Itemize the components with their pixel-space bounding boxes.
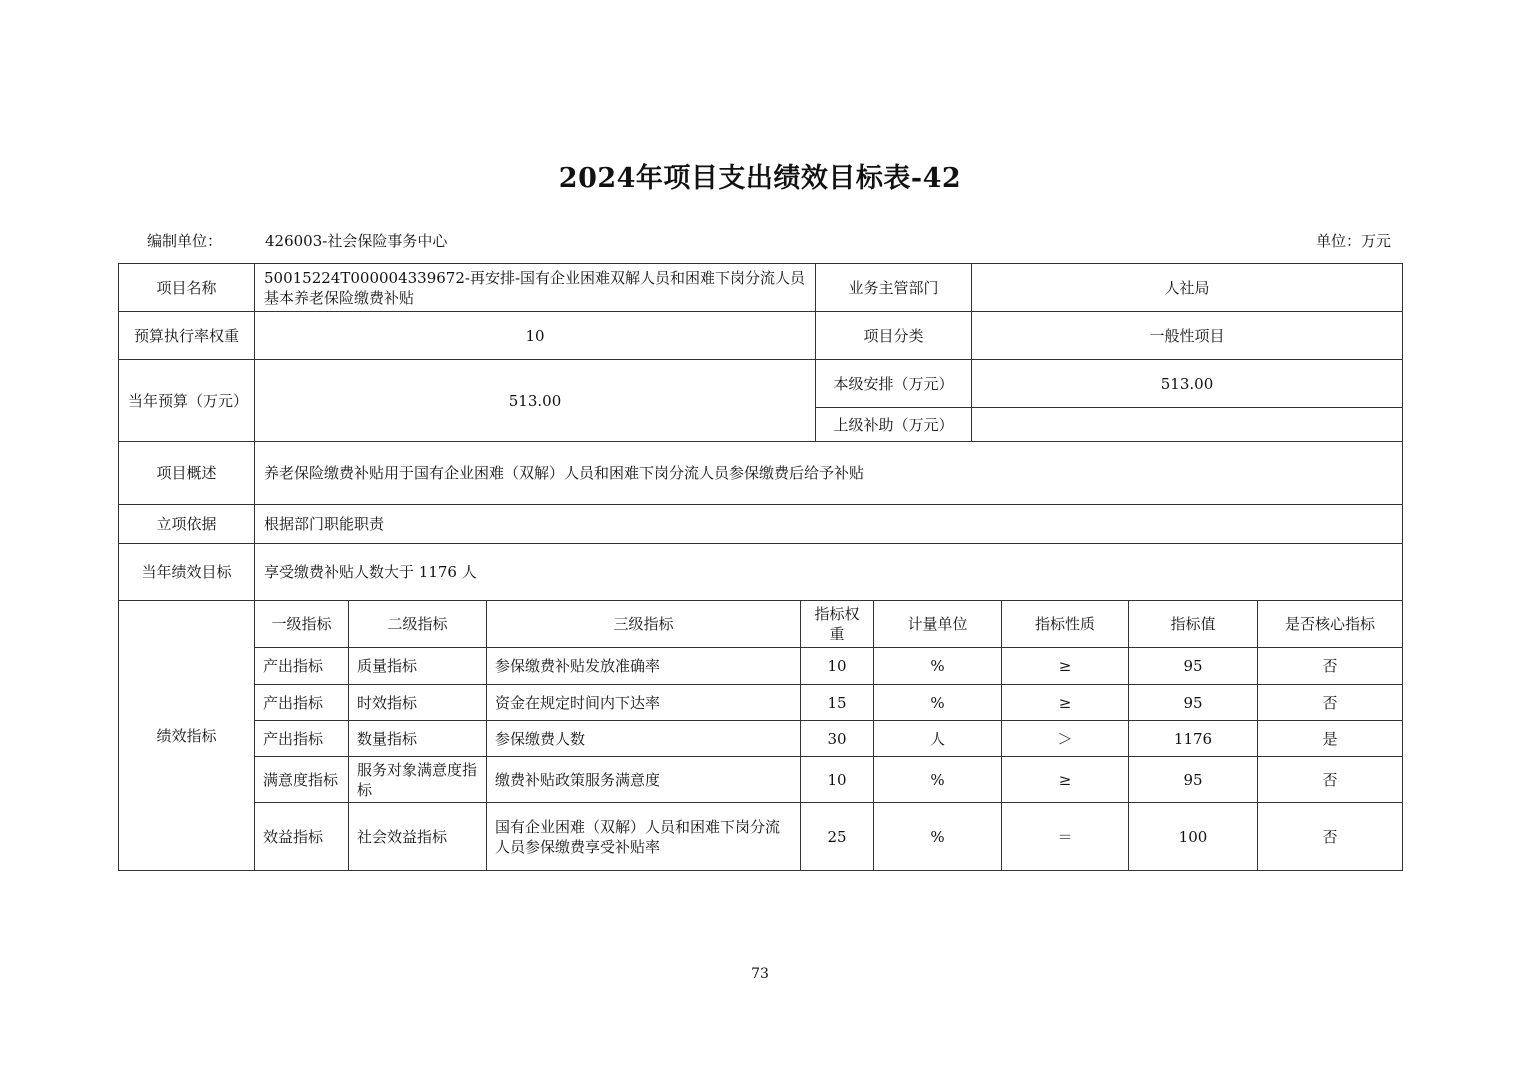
table-row <box>119 757 1403 803</box>
page-number: 73 <box>751 966 769 982</box>
cell-weight: 15 <box>801 685 874 721</box>
cell-level1: 满意度指标 <box>255 757 349 803</box>
unit-value: 426003-社会保险事务中心 <box>265 232 448 250</box>
cell-value: 1176 <box>1129 721 1258 757</box>
cell-level1: 产出指标 <box>255 721 349 757</box>
indicator-section-label: 绩效指标 <box>119 601 255 871</box>
local-value: 513.00 <box>972 360 1403 408</box>
header-value: 指标值 <box>1129 601 1258 648</box>
cell-value: 100 <box>1129 803 1258 871</box>
cell-level1: 产出指标 <box>255 685 349 721</box>
cell-unit: % <box>874 803 1002 871</box>
cell-level2: 时效指标 <box>349 685 487 721</box>
basis-label: 立项依据 <box>119 505 255 544</box>
cell-level2: 质量指标 <box>349 648 487 685</box>
unit-label: 编制单位： <box>147 232 223 250</box>
cell-nature: ≥ <box>1002 757 1129 803</box>
cell-level2: 服务对象满意度指标 <box>349 757 487 803</box>
currency-unit: 单位：万元 <box>1315 232 1391 250</box>
cell-value: 95 <box>1129 685 1258 721</box>
cell-level1: 效益指标 <box>255 803 349 871</box>
budget-value: 513.00 <box>255 360 816 442</box>
cell-core: 是 <box>1258 721 1403 757</box>
header-unit: 计量单位 <box>874 601 1002 648</box>
cell-level3: 参保缴费补贴发放准确率 <box>487 648 801 685</box>
header-level3: 三级指标 <box>487 601 801 648</box>
header-level2: 二级指标 <box>349 601 487 648</box>
category-label: 项目分类 <box>816 312 972 360</box>
upper-label: 上级补助（万元） <box>816 408 972 442</box>
cell-unit: 人 <box>874 721 1002 757</box>
exec-rate-value: 10 <box>255 312 816 360</box>
table-row <box>119 685 1403 721</box>
goal-label: 当年绩效目标 <box>119 544 255 601</box>
project-name-label: 项目名称 <box>119 264 255 312</box>
budget-label: 当年预算（万元） <box>119 360 255 442</box>
cell-unit: % <box>874 757 1002 803</box>
cell-level1: 产出指标 <box>255 648 349 685</box>
cell-weight: 10 <box>801 757 874 803</box>
dept-value: 人社局 <box>972 264 1403 312</box>
cell-nature: ＝ <box>1002 803 1129 871</box>
cell-core: 否 <box>1258 757 1403 803</box>
basis-value: 根据部门职能职责 <box>255 505 1403 544</box>
header-level1: 一级指标 <box>255 601 349 648</box>
dept-label: 业务主管部门 <box>816 264 972 312</box>
cell-nature: ≥ <box>1002 648 1129 685</box>
table-row <box>119 721 1403 757</box>
table-row <box>119 648 1403 685</box>
upper-value <box>972 408 1403 442</box>
header-nature: 指标性质 <box>1002 601 1129 648</box>
cell-core: 否 <box>1258 648 1403 685</box>
cell-level2: 数量指标 <box>349 721 487 757</box>
cell-level3: 缴费补贴政策服务满意度 <box>487 757 801 803</box>
cell-nature: ≥ <box>1002 685 1129 721</box>
project-name-value: 50015224T000004339672-再安排-国有企业困难双解人员和困难下岗分流人员基本养老保险缴费补贴 <box>255 264 816 312</box>
cell-weight: 10 <box>801 648 874 685</box>
cell-level3: 资金在规定时间内下达率 <box>487 685 801 721</box>
cell-value: 95 <box>1129 757 1258 803</box>
page-title: 2024年项目支出绩效目标表-42 <box>558 163 962 194</box>
header-weight: 指标权重 <box>801 601 874 648</box>
cell-core: 否 <box>1258 685 1403 721</box>
table-row <box>119 803 1403 871</box>
cell-weight: 30 <box>801 721 874 757</box>
performance-indicator-table <box>118 600 1403 871</box>
project-info-table <box>118 263 1403 601</box>
cell-weight: 25 <box>801 803 874 871</box>
local-label: 本级安排（万元） <box>816 360 972 408</box>
cell-level3: 参保缴费人数 <box>487 721 801 757</box>
goal-value: 享受缴费补贴人数大于 1176 人 <box>255 544 1403 601</box>
exec-rate-label: 预算执行率权重 <box>119 312 255 360</box>
overview-label: 项目概述 <box>119 442 255 505</box>
cell-value: 95 <box>1129 648 1258 685</box>
cell-core: 否 <box>1258 803 1403 871</box>
cell-level2: 社会效益指标 <box>349 803 487 871</box>
header-core: 是否核心指标 <box>1258 601 1403 648</box>
cell-nature: ＞ <box>1002 721 1129 757</box>
overview-value: 养老保险缴费补贴用于国有企业困难（双解）人员和困难下岗分流人员参保缴费后给予补贴 <box>255 442 1403 505</box>
cell-unit: % <box>874 685 1002 721</box>
category-value: 一般性项目 <box>972 312 1403 360</box>
cell-level3: 国有企业困难（双解）人员和困难下岗分流人员参保缴费享受补贴率 <box>487 803 801 871</box>
cell-unit: % <box>874 648 1002 685</box>
